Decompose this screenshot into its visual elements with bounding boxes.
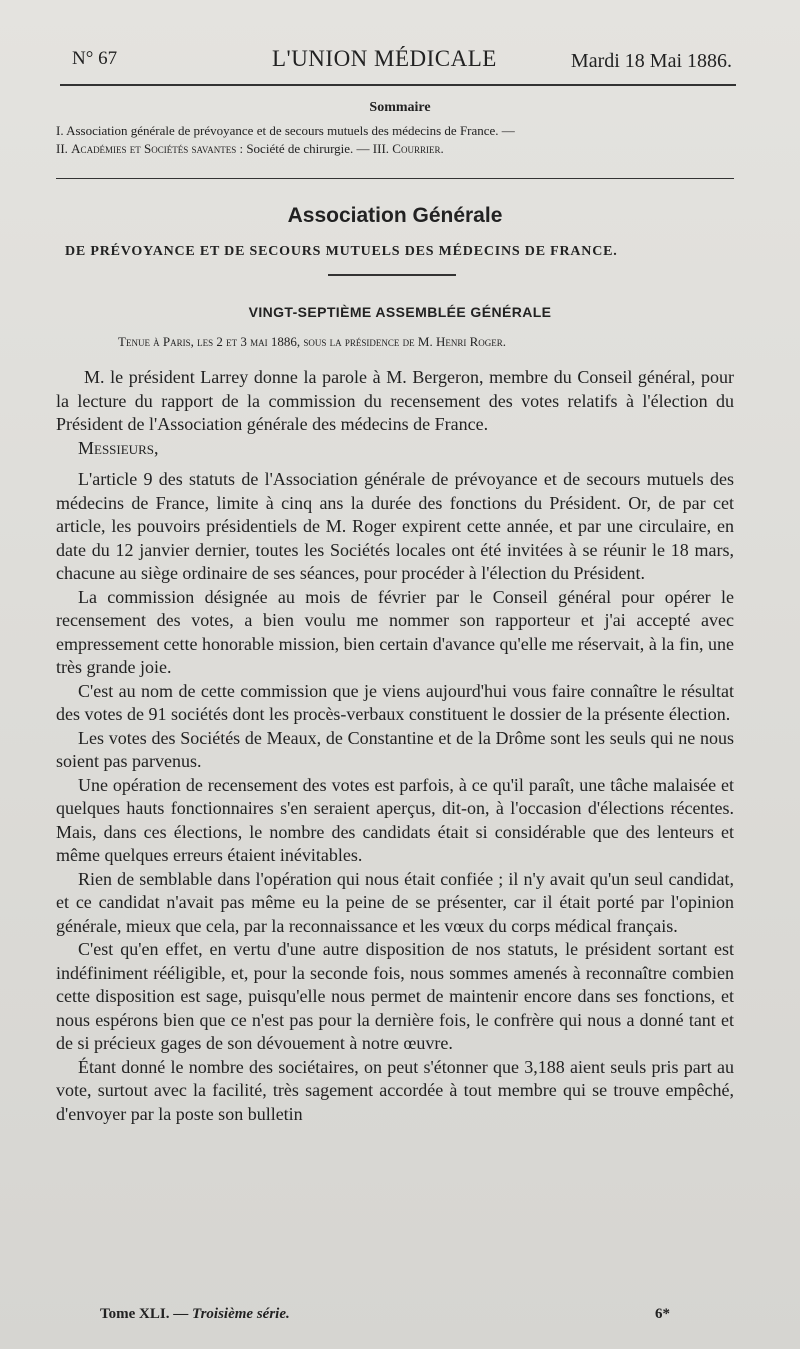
body-paragraph: Étant donné le nombre des sociétaires, on peut s'étonner que 3,188 aient seuls pris part au vote, surtout avec la facilité, très sagement accordée à tout membre qui se trouve empêché, d'envoyer par la poste son bulletin — [56, 1056, 734, 1124]
body-paragraph: C'est qu'en effet, en vertu d'une autre disposition de nos statuts, le président sortant est indéfiniment rééligible, et, pour la seconde fois, nous sommes amenés à reconnaître combien cette disposition est sage, puisqu'elle nous permet de maintenir encore dans ses fonctions, et nous espérons bien que ce n'est pas pour la dernière fois, le confrère qui nous a donné tant et de si précieux gages de son dévouement à notre œuvre. — [56, 939, 734, 1053]
meeting-info: Tenue à Paris, les 2 et 3 mai 1886, sous la présidence de M. Henri Roger. — [118, 334, 507, 349]
journal-title: L'UNION MÉDICALE — [272, 46, 497, 71]
section-divider — [328, 274, 456, 276]
body-paragraph: La commission désignée au mois de février par le Conseil général pour opérer le recensement des votes, a bien voulu me nommer son rapporteur et j'ai accepté avec empressement cette honorable mission, bien certain d'avance qu'elle me réservait, à la fin, une très grande joie. — [56, 586, 734, 677]
page-footer — [100, 1306, 670, 1330]
section-title: Association Générale — [287, 204, 503, 227]
assembly-heading: VINGT-SEPTIÈME ASSEMBLÉE GÉNÉRALE — [248, 304, 552, 320]
signature-mark: 6* — [655, 1306, 670, 1322]
section-subtitle: DE PRÉVOYANCE ET DE SECOURS MUTUELS DES MÉDECINS DE FRANCE. — [65, 244, 618, 259]
summary-line-1: I. Association générale de prévoyance et de secours mutuels des médecins de France. — — [56, 123, 515, 138]
summary-rule — [56, 178, 734, 179]
body-paragraph: Une opération de recensement des votes est parfois, à ce qu'il paraît, une tâche malaisée et quelques hauts fonctionnaires s'en seraient aperçus, dit-on, à l'occasion d'élections récentes. Mais, dans ces élections, le nombre des candidats était si considérable que des lenteurs et même quelques erreurs étaient inévitables. — [56, 774, 734, 865]
intro-paragraph: M. le président Larrey donne la parole à M. Bergeron, membre du Conseil général, pour la lecture du rapport de la commission du recensement des votes relatifs à l'élection du Président de l'Association générale des médecins de France. — [56, 367, 734, 434]
body-paragraph: L'article 9 des statuts de l'Association générale de prévoyance et de secours mutuels des médecins de France, limite à cinq ans la durée des fonctions du Président. Or, de par cet article, les pouvoirs présidentiels de M. Roger expirent cette année, et par une circulaire, en date du 12 janvier dernier, toutes les Sociétés locales ont été invitées à se réunir le 18 mars, chacune au siège ordinaire de ses séances, pour procéder à l'élection du Président. — [56, 469, 734, 583]
header-rule — [60, 84, 736, 86]
body-paragraph: C'est au nom de cette commission que je viens aujourd'hui vous faire connaître le résultat des votes de 91 sociétés dont les procès-verbaux constituent le dossier de la présente élection. — [56, 680, 734, 724]
summary-title: Sommaire — [369, 100, 431, 115]
summary-contents — [56, 122, 736, 158]
issue-date: Mardi 18 Mai 1886. — [570, 50, 732, 72]
salutation: Messieurs, — [78, 437, 159, 458]
body-paragraph: Rien de semblable dans l'opération qui nous était confiée ; il n'y avait qu'un seul candidat, et ce candidat n'avait pas même eu la peine de se présenter, car il était porté par l'opinion générale, mieux que cela, par la reconnaissance et les vœux du corps médical français. — [56, 868, 734, 936]
article-body — [56, 366, 734, 1126]
series-label: Troisième série. — [191, 1306, 290, 1322]
summary-line-2: II. Académies et Sociétés savantes : Société de chirurgie. — III. Courrier. — [56, 141, 444, 156]
body-paragraph: Les votes des Sociétés de Meaux, de Constantine et de la Drôme sont les seuls qui ne nous soient pas parvenus. — [56, 727, 734, 771]
issue-number: N° 67 — [72, 48, 118, 69]
volume-info: Tome XLI. — Troisième série. — [100, 1306, 290, 1322]
page-header — [72, 46, 732, 86]
